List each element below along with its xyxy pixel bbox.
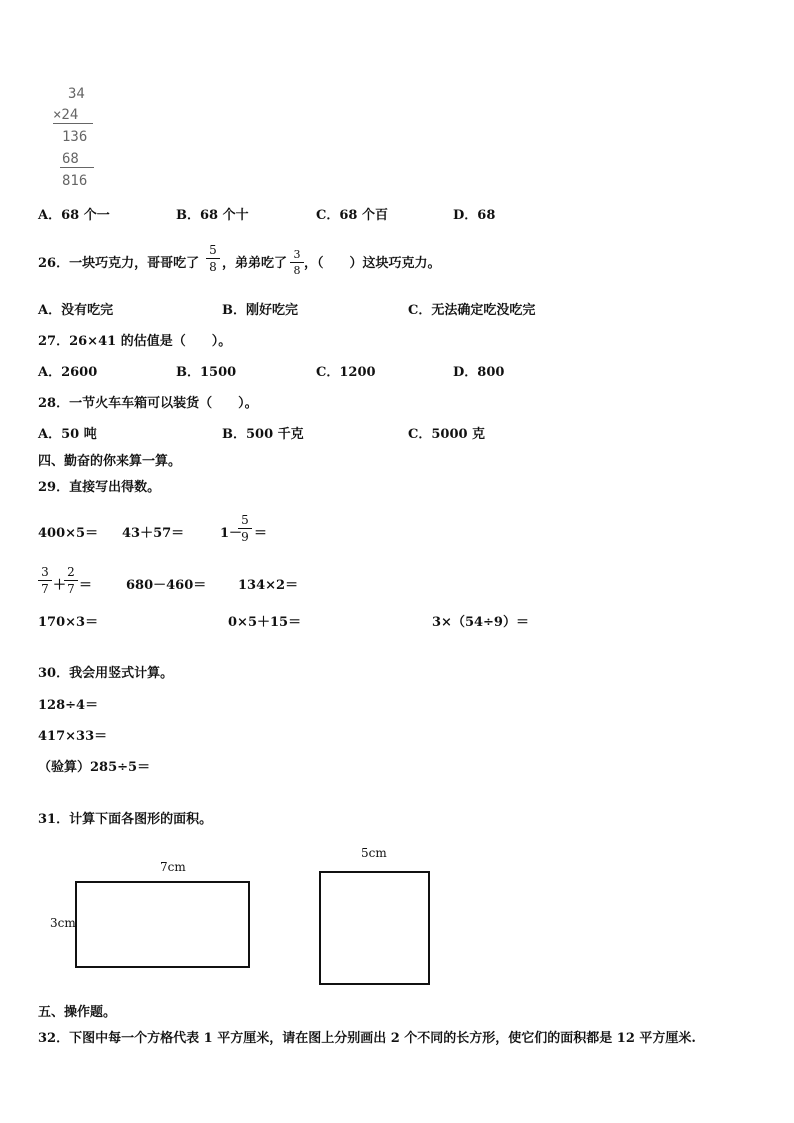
q29-expr-5: 680－460＝ bbox=[126, 578, 207, 593]
q25-option-a: A．68 个一 bbox=[38, 208, 110, 223]
numerator: 2 bbox=[67, 565, 75, 579]
q29-expr-4-plus: ＋ bbox=[53, 578, 67, 593]
q28-text: 28．一节火车车箱可以装货（ ）。 bbox=[38, 396, 258, 411]
q28-option-b: B．500 千克 bbox=[222, 427, 304, 442]
q29-expr-3-fraction bbox=[238, 514, 252, 543]
q26-f1-denominator: 8 bbox=[209, 260, 217, 274]
numerator: 5 bbox=[241, 513, 249, 527]
q30-text: 30．我会用竖式计算。 bbox=[38, 666, 174, 681]
section-5-title: 五、操作题。 bbox=[38, 1005, 117, 1020]
fraction-bar bbox=[38, 580, 52, 581]
q26-text-end: ，（ ）这块巧克力。 bbox=[304, 256, 441, 271]
q29-expr-4-fraction-2 bbox=[64, 566, 78, 595]
q26-f2-numerator: 3 bbox=[293, 248, 301, 261]
fraction-bar bbox=[238, 528, 252, 529]
q26-option-c: C．无法确定吃没吃完 bbox=[408, 303, 536, 318]
section-4-title: 四、勤奋的你来算一算。 bbox=[38, 454, 182, 469]
q26-fraction-2 bbox=[290, 249, 304, 276]
denominator: 7 bbox=[67, 582, 75, 596]
mult-partial-1: 136 bbox=[62, 129, 88, 145]
rectangle-shape bbox=[75, 881, 250, 968]
q27-option-c: C．1200 bbox=[316, 365, 376, 380]
square-side-label: 5cm bbox=[361, 846, 387, 860]
q30-expr-1: 128÷4＝ bbox=[38, 698, 99, 713]
q29-expr-3-equals: ＝ bbox=[254, 526, 268, 541]
q27-option-a: A．2600 bbox=[38, 365, 98, 380]
q32-text: 32．下图中每一个方格代表 1 平方厘米，请在图上分别画出 2 个不同的长方形，使它们的面积都是 12 平方厘米. bbox=[38, 1031, 696, 1046]
fraction-bar bbox=[290, 262, 304, 263]
mult-multiplier: ×24 bbox=[53, 107, 79, 123]
q29-expr-8: 0×5＋15＝ bbox=[228, 615, 302, 630]
rectangle-width-label: 7cm bbox=[160, 860, 186, 874]
mult-result: 816 bbox=[62, 173, 88, 189]
numerator: 3 bbox=[41, 565, 49, 579]
q27-option-b: B．1500 bbox=[176, 365, 237, 380]
mult-line bbox=[53, 123, 93, 124]
q25-option-c: C．68 个百 bbox=[316, 208, 388, 223]
q31-text: 31．计算下面各图形的面积。 bbox=[38, 812, 213, 827]
q28-option-a: A．50 吨 bbox=[38, 427, 97, 442]
q29-text: 29．直接写出得数。 bbox=[38, 480, 161, 495]
q30-expr-3: （验算）285÷5＝ bbox=[38, 760, 151, 775]
fraction-bar bbox=[206, 258, 220, 259]
q26-option-b: B．刚好吃完 bbox=[222, 303, 298, 318]
q26-text-mid: ，弟弟吃了 bbox=[222, 256, 288, 271]
fraction-bar bbox=[64, 580, 78, 581]
mult-line-2 bbox=[60, 167, 94, 168]
mult-top: 34 bbox=[68, 86, 85, 102]
denominator: 9 bbox=[241, 530, 249, 544]
q26-fraction-1 bbox=[206, 244, 220, 273]
denominator: 7 bbox=[41, 582, 49, 596]
q25-option-b: B．68 个十 bbox=[176, 208, 249, 223]
q26-option-a: A．没有吃完 bbox=[38, 303, 114, 318]
q29-expr-1: 400×5＝ bbox=[38, 526, 99, 541]
q29-expr-3-prefix: 1－ bbox=[220, 526, 243, 541]
q29-expr-4-fraction-1 bbox=[38, 566, 52, 595]
q28-option-c: C．5000 克 bbox=[408, 427, 486, 442]
q27-text: 27．26×41 的估值是（ ）。 bbox=[38, 334, 232, 349]
mult-partial-2: 68 bbox=[62, 151, 79, 167]
q25-option-d: D．68 bbox=[453, 208, 496, 223]
q26-f2-denominator: 8 bbox=[293, 264, 301, 277]
square-shape bbox=[319, 871, 430, 985]
q27-option-d: D．800 bbox=[453, 365, 505, 380]
rectangle-height-label: 3cm bbox=[50, 916, 76, 930]
q26-f1-numerator: 5 bbox=[209, 243, 217, 257]
q29-expr-4-equals: ＝ bbox=[79, 578, 93, 593]
q29-expr-2: 43＋57＝ bbox=[122, 526, 185, 541]
q29-expr-6: 134×2＝ bbox=[238, 578, 299, 593]
q30-expr-2: 417×33＝ bbox=[38, 729, 108, 744]
q29-expr-9: 3×（54÷9）＝ bbox=[432, 615, 529, 630]
q26-text-start: 26．一块巧克力，哥哥吃了 bbox=[38, 256, 200, 271]
q29-expr-7: 170×3＝ bbox=[38, 615, 99, 630]
